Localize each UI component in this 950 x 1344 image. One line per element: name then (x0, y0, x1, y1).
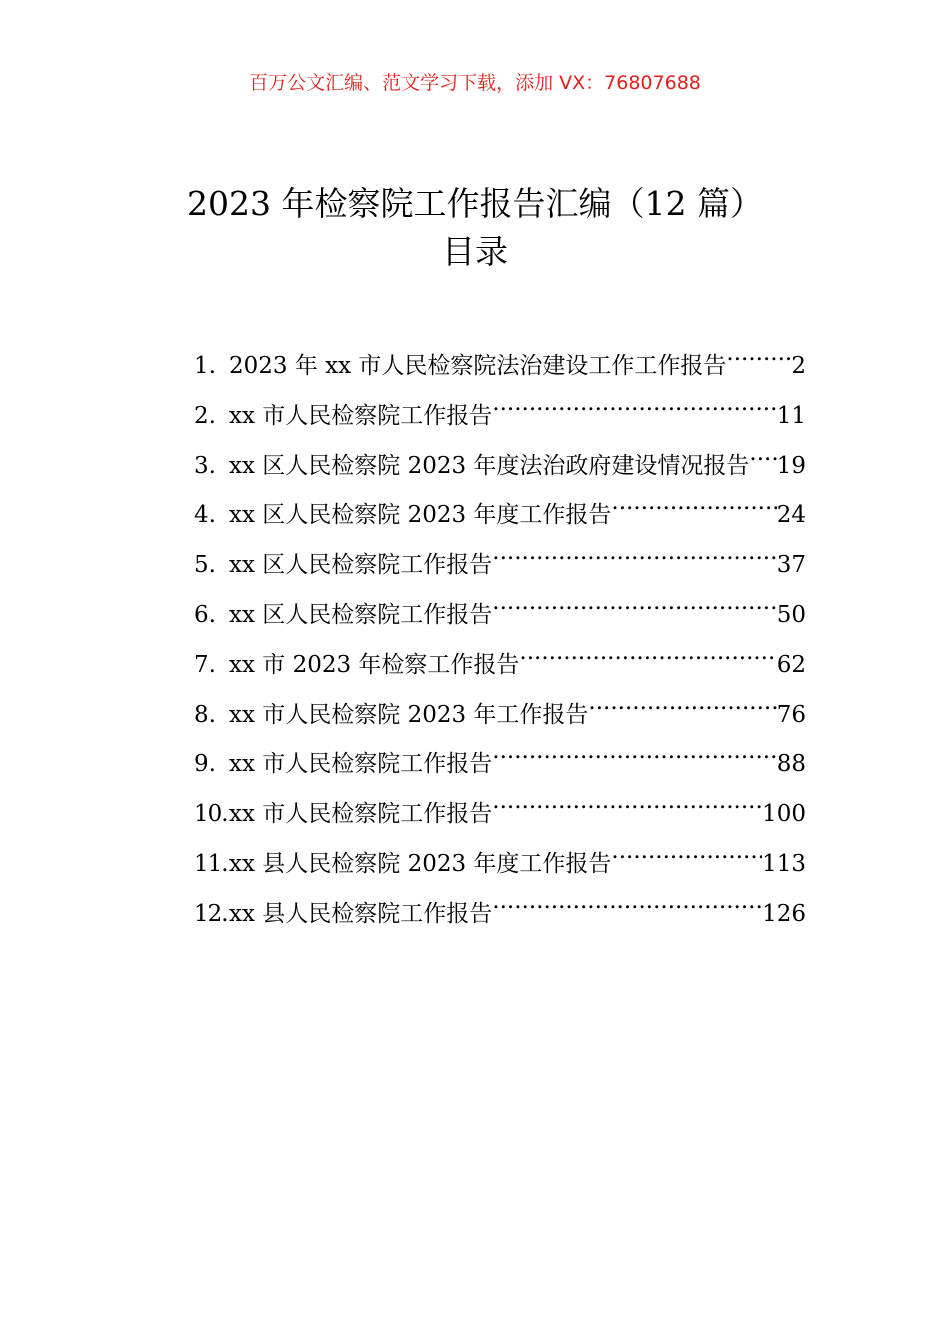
toc-leader-dots (492, 582, 776, 622)
toc-heading: 目录 (442, 232, 508, 271)
toc-entry-number: 3. (194, 452, 216, 479)
header-banner: 百万公文汇编、范文学习下载，添加 VX：76807688 (249, 72, 701, 94)
toc-entry-title: xx 市人民检察院工作报告 (229, 801, 493, 828)
toc-entry-title: xx 区人民检察院 2023 年度工作报告 (229, 502, 612, 529)
toc-entry-page: 76 (776, 701, 806, 728)
toc-leader-dots (492, 781, 762, 821)
toc-entry[interactable] (194, 482, 806, 532)
document-title: 2023 年检察院工作报告汇编（12 篇） (187, 184, 763, 223)
toc-entry-title: xx 市人民检察院 2023 年工作报告 (229, 701, 589, 728)
toc-entry-number: 4. (194, 502, 216, 529)
toc-entry[interactable] (194, 433, 806, 483)
toc-entry-number: 12. (194, 900, 228, 927)
table-of-contents (194, 333, 806, 931)
toc-entry-title: xx 区人民检察院工作报告 (229, 601, 493, 628)
toc-entry-page: 126 (762, 900, 806, 927)
toc-entry-title: xx 县人民检察院 2023 年度工作报告 (229, 850, 612, 877)
toc-entry[interactable] (194, 383, 806, 433)
toc-entry-title: xx 区人民检察院 2023 年度法治政府建设情况报告 (229, 452, 750, 479)
toc-leader-dots (492, 383, 776, 423)
toc-leader-dots (492, 731, 776, 771)
toc-entry-number: 5. (194, 552, 216, 579)
toc-entry-page: 88 (776, 751, 806, 778)
toc-entry-number: 7. (194, 651, 216, 678)
toc-leader-dots (611, 482, 776, 522)
toc-entry-number: 9. (194, 751, 216, 778)
toc-leader-dots (726, 333, 791, 373)
toc-entry[interactable] (194, 731, 806, 781)
toc-leader-dots (519, 632, 776, 672)
toc-entry[interactable] (194, 881, 806, 931)
toc-entry[interactable] (194, 682, 806, 732)
toc-entry-number: 6. (194, 601, 216, 628)
toc-entry[interactable] (194, 781, 806, 831)
toc-leader-dots (749, 433, 776, 473)
toc-entry-page: 100 (762, 801, 806, 828)
toc-entry-title: xx 市人民检察院工作报告 (229, 751, 493, 778)
toc-entry-page: 62 (776, 651, 806, 678)
toc-leader-dots (492, 532, 776, 572)
toc-entry-page: 50 (776, 601, 806, 628)
toc-entry[interactable] (194, 532, 806, 582)
toc-entry-page: 24 (776, 502, 806, 529)
toc-entry-page: 11 (776, 402, 806, 429)
toc-entry-number: 2. (194, 402, 216, 429)
toc-entry-page: 37 (776, 552, 806, 579)
toc-entry[interactable] (194, 632, 806, 682)
toc-entry-page: 19 (776, 452, 806, 479)
toc-entry-number: 11. (194, 850, 228, 877)
toc-entry-title: xx 市 2023 年检察工作报告 (229, 651, 520, 678)
toc-entry-title: xx 区人民检察院工作报告 (229, 552, 493, 579)
toc-leader-dots (588, 682, 776, 722)
toc-entry[interactable] (194, 831, 806, 881)
toc-leader-dots (611, 831, 762, 871)
toc-leader-dots (492, 881, 762, 921)
toc-entry-number: 10. (194, 801, 228, 828)
toc-entry-title: xx 县人民检察院工作报告 (229, 900, 493, 927)
toc-entry-title: 2023 年 xx 市人民检察院法治建设工作工作报告 (229, 353, 727, 379)
toc-entry-title: xx 市人民检察院工作报告 (229, 402, 493, 429)
toc-entry-number: 1. (194, 353, 216, 379)
toc-entry[interactable] (194, 333, 806, 383)
toc-entry-page: 113 (762, 850, 806, 877)
toc-entry[interactable] (194, 582, 806, 632)
toc-entry-number: 8. (194, 701, 216, 728)
toc-entry-page: 2 (791, 353, 806, 379)
